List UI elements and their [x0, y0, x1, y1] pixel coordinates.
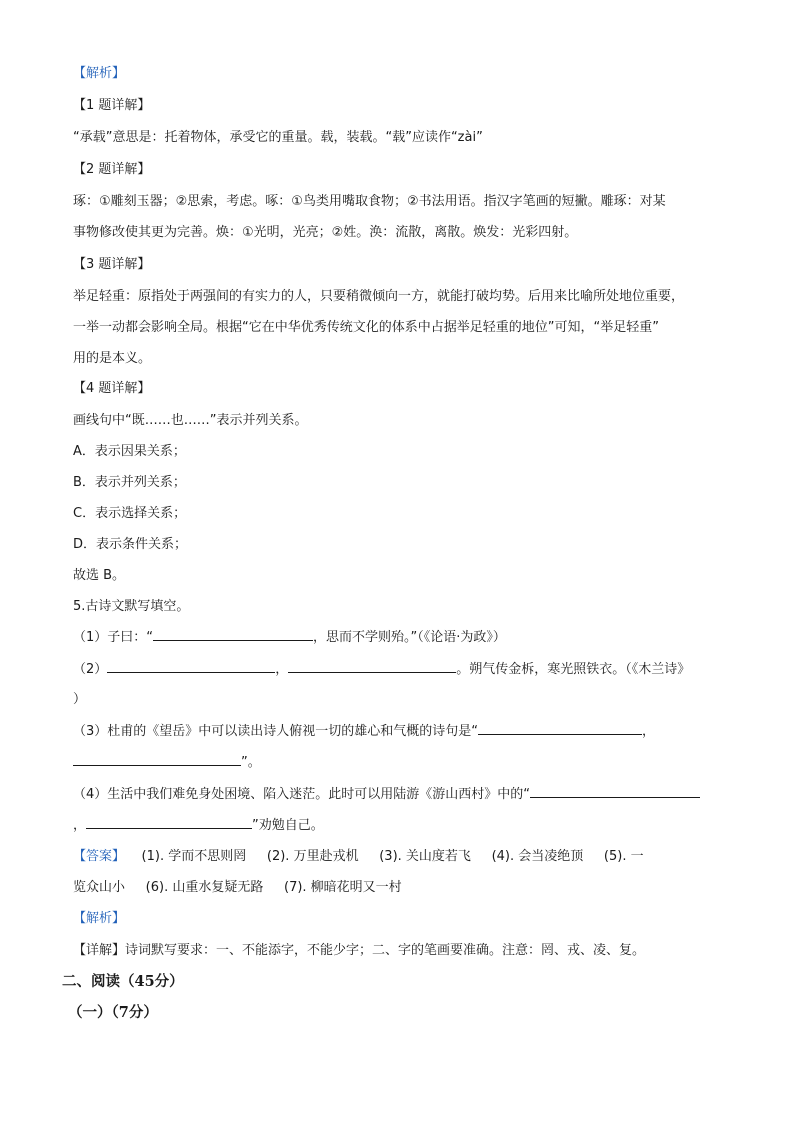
q5-item-2-cont: ）	[73, 692, 87, 707]
q3-detail-heading: 【3 题详解】	[73, 257, 151, 272]
answer-line-2: 览众山小 (6). 山重水复疑无路 (7). 柳暗花明又一村	[73, 880, 402, 895]
q3-detail-text-2: 一举一动都会影响全局。根据“它在中华优秀传统文化的体系中占据举足轻重的地位”可知，“举足轻重”	[73, 320, 659, 335]
q5-item-2: （2） ， 。朔气传金柝，寒光照铁衣。（《木兰诗》	[73, 662, 691, 677]
q3-detail-text-3: 用的是本义。	[73, 351, 152, 366]
answer-blank	[288, 660, 456, 673]
option-d: D．表示条件关系；	[73, 537, 188, 552]
subsection-heading: （一）（7分）	[68, 1004, 158, 1021]
q4-detail-heading: 【4 题详解】	[73, 381, 151, 396]
q1-detail-heading: 【1 题详解】	[73, 98, 151, 113]
q2-detail-text-2: 事物修改使其更为完善。焕：①光明，光亮；②姓。涣：流散，离散。焕发：光彩四射。	[73, 225, 578, 240]
option-c: C．表示选择关系；	[73, 506, 187, 521]
q5-item-4-cont: ， ”劝勉自己。	[73, 818, 324, 833]
answer-blank	[86, 816, 252, 829]
q3-detail-text-1: 举足轻重：原指处于两强间的有实力的人，只要稍微倾向一方，就能打破均势。后用来比喻所处地位重要，	[73, 289, 685, 304]
option-a: A．表示因果关系；	[73, 444, 186, 459]
answer-blank	[478, 722, 642, 735]
answer-blank	[153, 628, 313, 641]
q5-item-1: （1）子曰：“ ，思而不学则殆。”（《论语·为政》）	[73, 630, 506, 645]
analysis-heading-2: 【解析】	[73, 911, 126, 926]
option-b: B．表示并列关系；	[73, 475, 186, 490]
answer-blank	[73, 753, 241, 766]
q2-detail-text-1: 琢：①雕刻玉器；②思索，考虑。啄：①鸟类用嘴取食物；②书法用语。指汉字笔画的短撇。雕琢：对某	[73, 194, 666, 209]
answer-line-1: 【答案】 (1). 学而不思则罔 (2). 万里赴戎机 (3). 关山度若飞 (4). 会当凌绝顶 (5). 一	[73, 849, 644, 864]
q4-detail-text: 画线句中“既……也……”表示并列关系。	[73, 413, 308, 428]
detail-line: 【详解】诗词默写要求：一、不能添字，不能少字；二、字的笔画要准确。注意：罔、戎、凌、复。	[73, 943, 646, 958]
q5-item-4: （4）生活中我们难免身处困境、陷入迷茫。此时可以用陆游《游山西村》中的“	[73, 785, 733, 805]
q5-title: 5.古诗文默写填空。	[73, 599, 190, 614]
answer-blank	[530, 785, 700, 798]
analysis-heading: 【解析】	[73, 66, 126, 81]
q5-item-3-cont: ”。	[73, 753, 733, 773]
section-heading: 二、阅读（45分）	[62, 973, 184, 990]
q5-item-3: （3）杜甫的《望岳》中可以读出诗人俯视一切的雄心和气概的诗句是“ ，	[73, 724, 656, 739]
answer-label: 【答案】	[73, 849, 126, 864]
q2-detail-heading: 【2 题详解】	[73, 162, 151, 177]
answer-choice: 故选 B。	[73, 568, 126, 583]
q1-detail-text: “承载”意思是：托着物体，承受它的重量。载，装载。“载”应读作“zài”	[73, 130, 483, 145]
answer-blank	[107, 660, 275, 673]
